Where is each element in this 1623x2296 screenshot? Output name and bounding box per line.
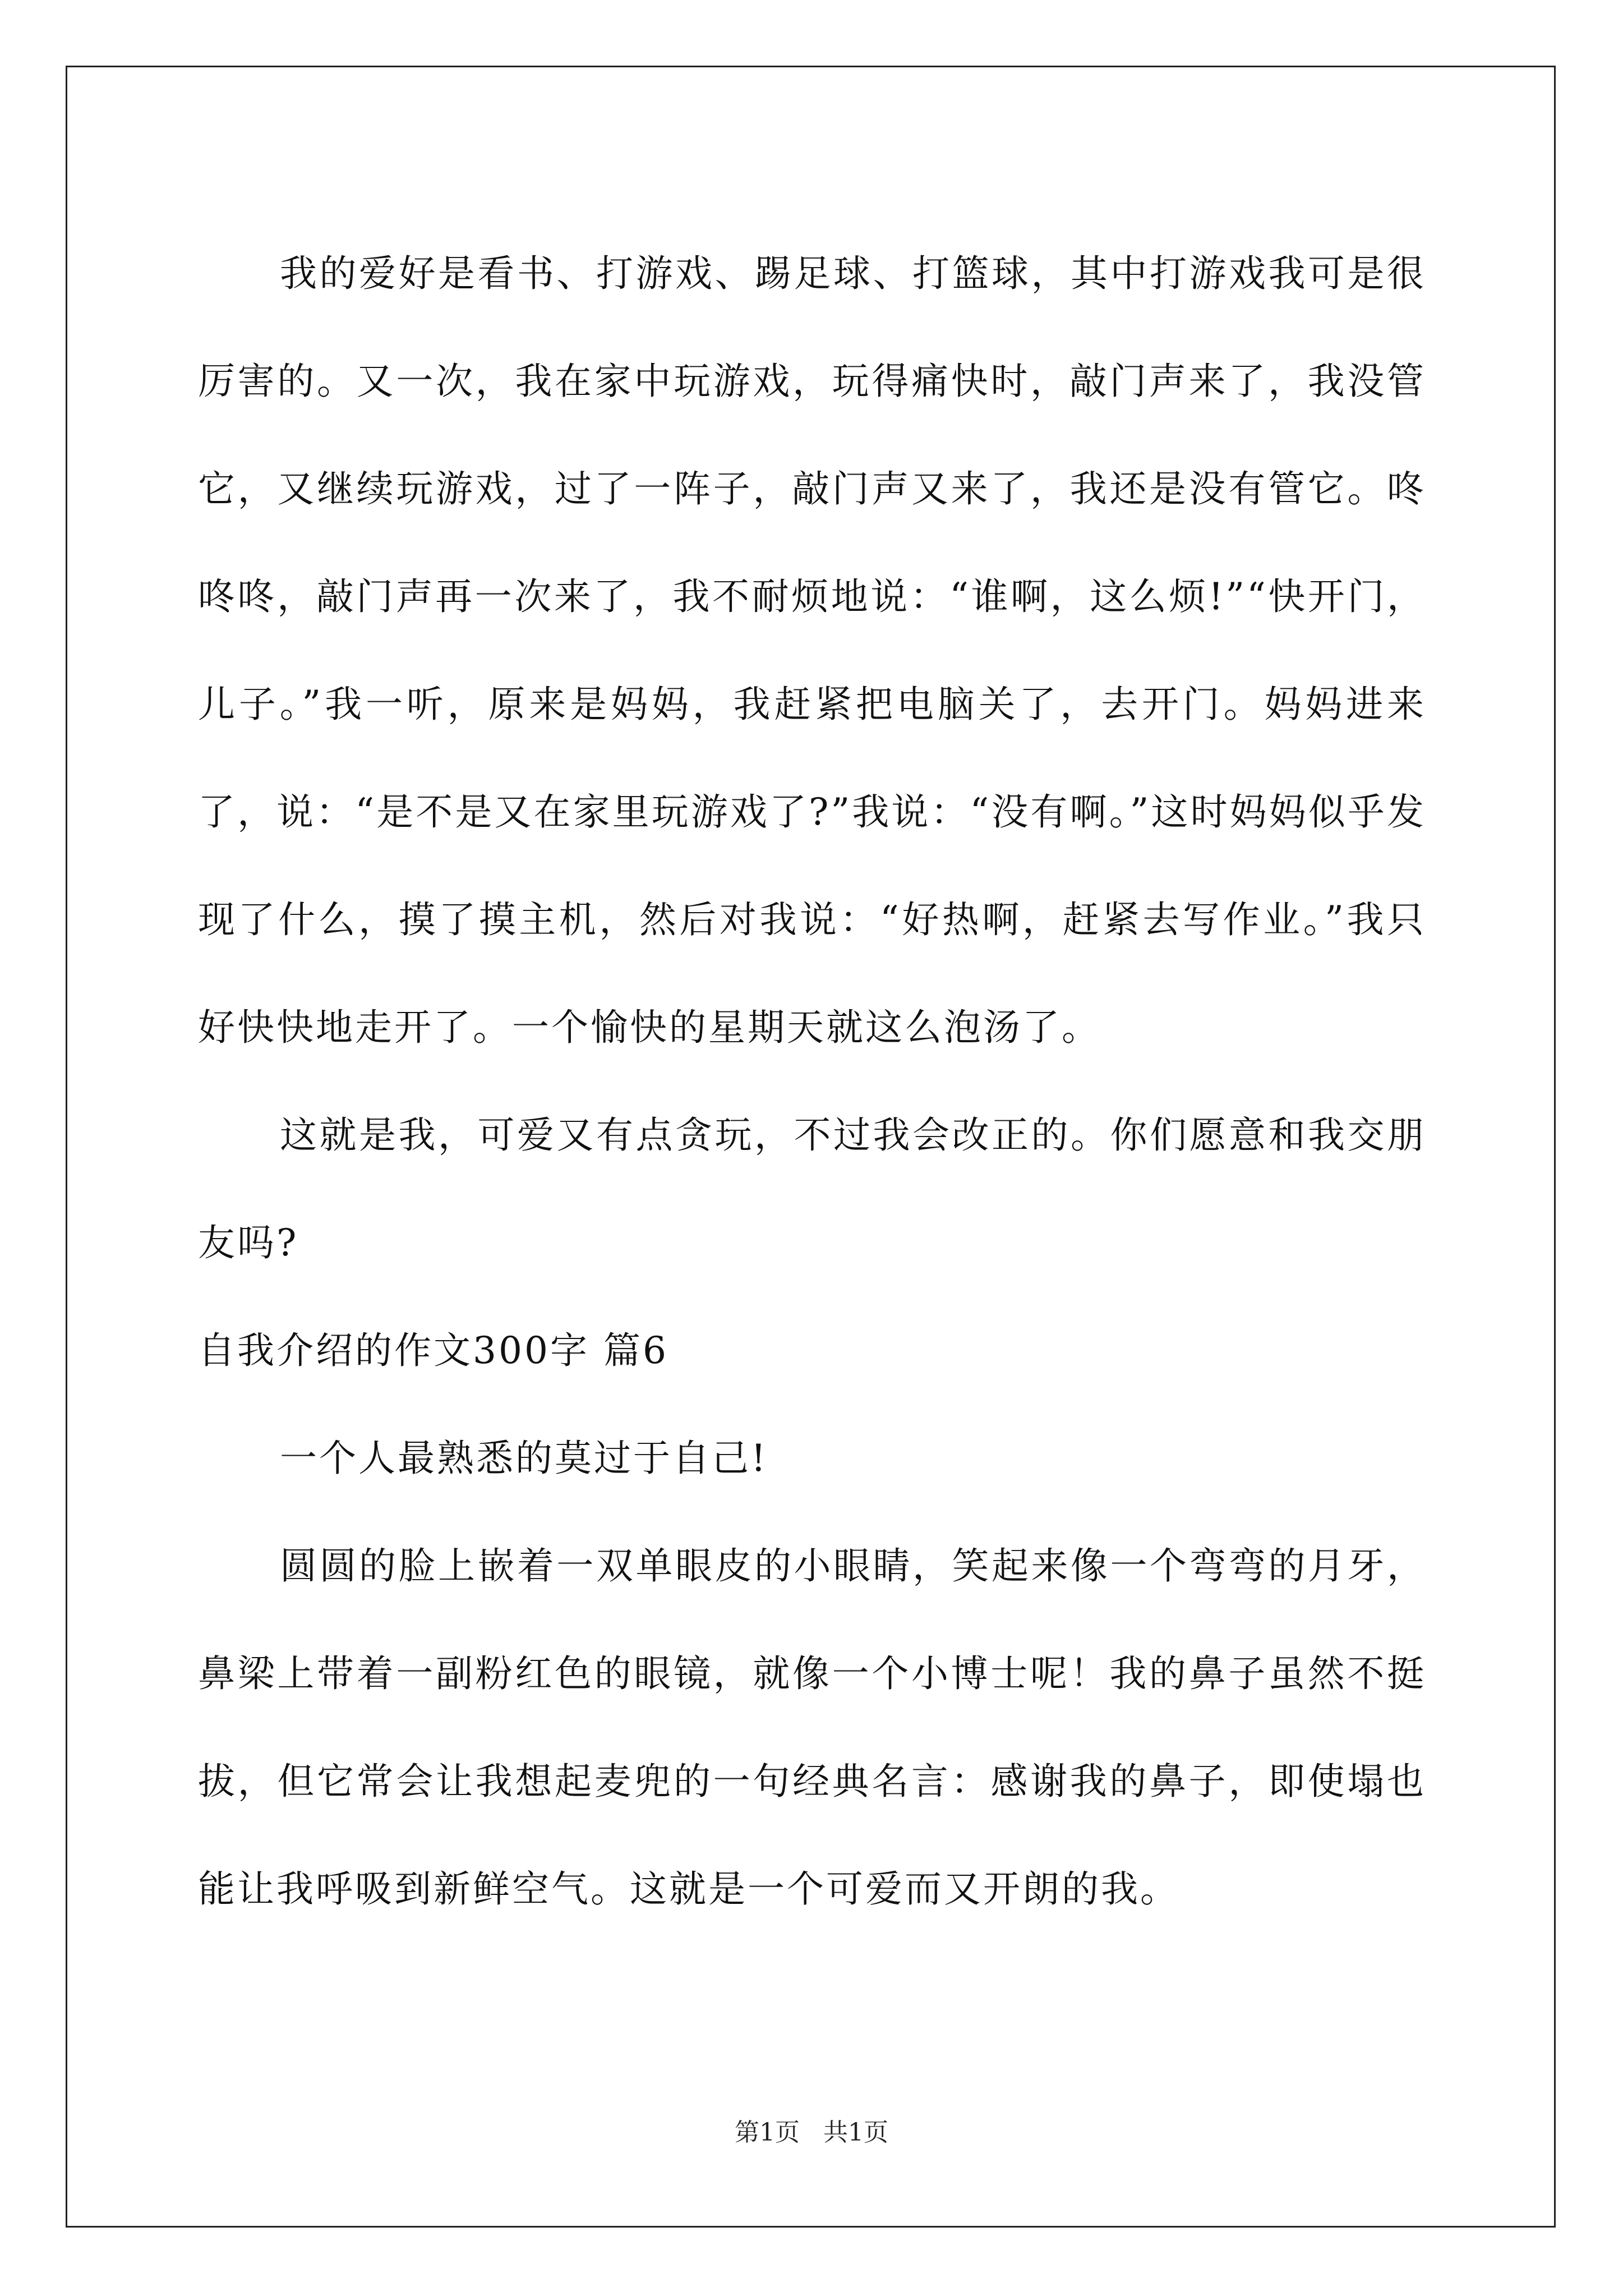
- document-body: [198, 220, 1426, 1943]
- paragraph-appearance: 圆圆的脸上嵌着一双单眼皮的小眼睛，笑起来像一个弯弯的月牙，鼻梁上带着一副粉红色的眼镜，就像一个小博士呢！我的鼻子虽然不挺拔，但它常会让我想起麦兜的一句经典名言：感谢我的鼻子，即使塌也能让我呼吸到新鲜空气。这就是一个可爱而又开朗的我。: [198, 1544, 1426, 1911]
- section-heading: 自我介绍的作文300字 篇6: [198, 1329, 668, 1372]
- paragraph-hobbies: 我的爱好是看书、打游戏、踢足球、打篮球，其中打游戏我可是很厉害的。又一次，我在家中玩游戏，玩得痛快时，敲门声来了，我没管它，又继续玩游戏，过了一阵子，敲门声又来了，我还是没有管它。咚咚咚，敲门声再一次来了，我不耐烦地说：“谁啊，这么烦!”“快开门，儿子。”我一听，原来是妈妈，我赶紧把电脑关了，去开门。妈妈进来了，说：“是不是又在家里玩游戏了?”我说：“没有啊。”这时妈妈似乎发现了什么，摸了摸主机，然后对我说：“好热啊，赶紧去写作业。”我只好快快地走开了。一个愉快的星期天就这么泡汤了。: [198, 252, 1426, 1049]
- paragraph-intro: 一个人最熟悉的莫过于自己!: [280, 1437, 768, 1480]
- page-footer: 第1页 共1页: [735, 2118, 888, 2147]
- paragraph-conclusion: 这就是我，可爱又有点贪玩，不过我会改正的。你们愿意和我交朋友吗?: [198, 1114, 1426, 1264]
